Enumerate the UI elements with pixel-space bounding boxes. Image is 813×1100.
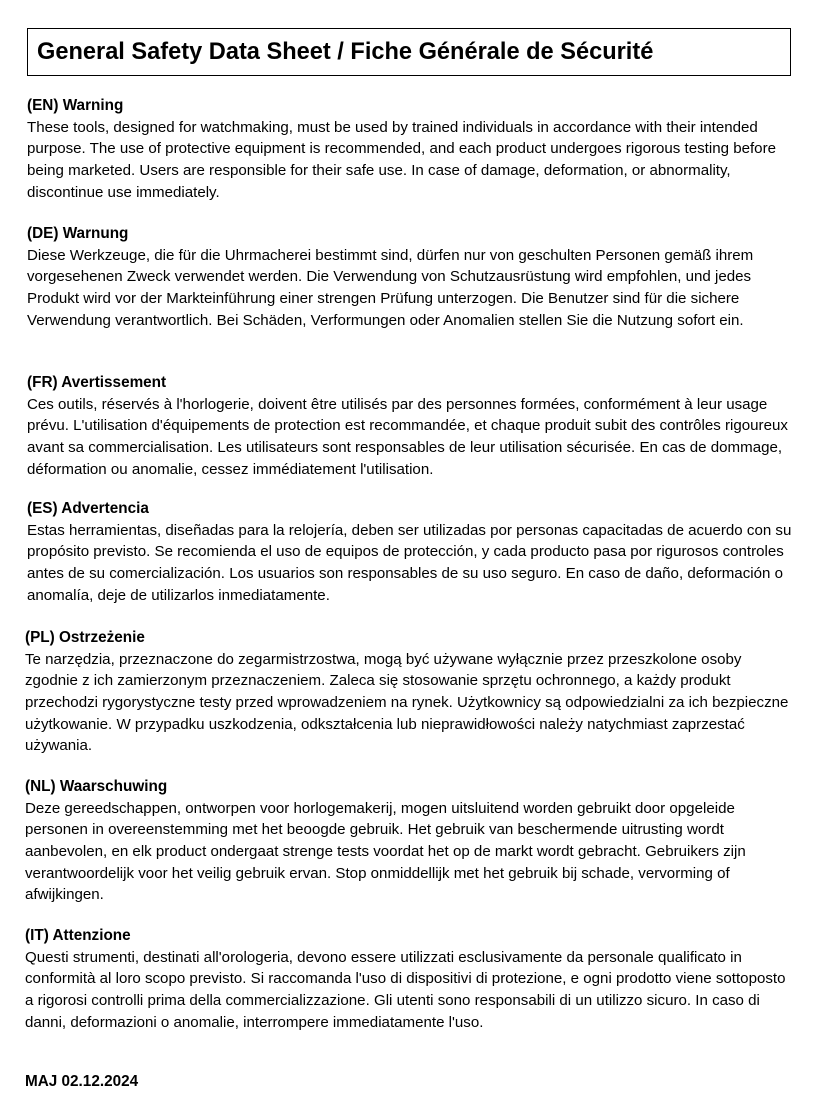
section-heading-fr: (FR) Avertissement bbox=[27, 374, 167, 391]
section-body-pl: Te narzędzia, przeznaczone do zegarmistrzostwa, mogą być używane wyłącznie przez przeszkolone osoby zgodnie z ich zamierzonym przeznaczeniem. Zaleca się stosowanie sprzętu ochronnego, a każdy produkt przechodzi rygorystyczne testy przed wprowadzeniem na rynek. Użytkownicy są odpowiedzialni za ich bezpieczne użytkowanie. W przypadku uszkodzenia, odkształcenia lub nieprawidłowości należy natychmiast zaprzestać używania. bbox=[25, 650, 789, 755]
section-body-en: These tools, designed for watchmaking, must be used by trained individuals in accordance with their intended purpose. The use of protective equipment is recommended, and each product undergoes rigorous testing before being marketed. Users are responsible for their safe use. In case of damage, deformation, or abnormality, discontinue use immediately. bbox=[27, 118, 776, 201]
section-heading-nl: (NL) Waarschuwing bbox=[25, 778, 168, 795]
section-de bbox=[27, 223, 797, 331]
section-body-it: Questi strumenti, destinati all'orologeria, devono essere utilizzati esclusivamente da personale qualificato in conformità al loro scopo previsto. Si raccomanda l'uso di dispositivi di protezione, e ogni prodotto viene sottoposto a rigorosi controlli prima della commercializzazione. Gli utenti sono responsabili di un utilizzo sicuro. In caso di danni, deformazioni o anomalie, interrompere immediatamente l'uso. bbox=[25, 948, 786, 1031]
section-en bbox=[27, 95, 797, 203]
section-heading-it: (IT) Attenzione bbox=[25, 927, 131, 944]
section-body-nl: Deze gereedschappen, ontworpen voor horlogemakerij, mogen uitsluitend worden gebruikt door opgeleide personen in overeenstemming met het beoogde gebruik. Het gebruik van beschermende uitrusting wordt aanbevolen, en elk product ondergaat strenge tests voordat het op de markt wordt gebracht. Gebruikers zijn verantwoordelijk voor het veilig gebruik ervan. Stop onmiddellijk met het gebruik bij schade, vervorming of afwijkingen. bbox=[25, 799, 746, 904]
document-title: General Safety Data Sheet / Fiche Générale de Sécurité bbox=[37, 38, 654, 65]
section-heading-en: (EN) Warning bbox=[27, 97, 124, 114]
section-pl bbox=[25, 627, 795, 757]
section-heading-es: (ES) Advertencia bbox=[27, 500, 149, 517]
section-nl bbox=[25, 776, 795, 906]
section-body-es: Estas herramientas, diseñadas para la relojería, deben ser utilizadas por personas capacitadas de acuerdo con su propósito previsto. Se recomienda el uso de equipos de protección, y cada producto pasa por rigurosos controles antes de su comercialización. Los usuarios son responsables de su uso seguro. En caso de daño, deformación o anomalía, deje de utilizarlos inmediatamente. bbox=[27, 521, 792, 604]
section-es bbox=[27, 498, 797, 606]
document-title-box bbox=[27, 28, 791, 76]
update-date: MAJ 02.12.2024 bbox=[25, 1073, 139, 1090]
section-heading-de: (DE) Warnung bbox=[27, 225, 129, 242]
section-body-fr: Ces outils, réservés à l'horlogerie, doivent être utilisés par des personnes formées, conformément à leur usage prévu. L'utilisation d'équipements de protection est recommandée, et chaque produit subit des contrôles rigoureux avant sa commercialisation. Les utilisateurs sont responsables de leur utilisation sécurisée. En cas de dommage, déformation ou anomalie, cessez immédiatement l'utilisation. bbox=[27, 395, 788, 478]
section-fr bbox=[27, 372, 797, 480]
section-body-de: Diese Werkzeuge, die für die Uhrmacherei bestimmt sind, dürfen nur von geschulten Personen gemäß ihrem vorgesehenen Zweck verwendet werden. Die Verwendung von Schutzausrüstung wird empfohlen, und jedes Produkt wird vor der Markteinführung einer strengen Prüfung unterzogen. Die Benutzer sind für die sichere Verwendung verantwortlich. Bei Schäden, Verformungen oder Anomalien stellen Sie die Nutzung sofort ein. bbox=[27, 246, 754, 329]
section-it bbox=[25, 925, 795, 1033]
section-heading-pl: (PL) Ostrzeżenie bbox=[25, 629, 145, 646]
